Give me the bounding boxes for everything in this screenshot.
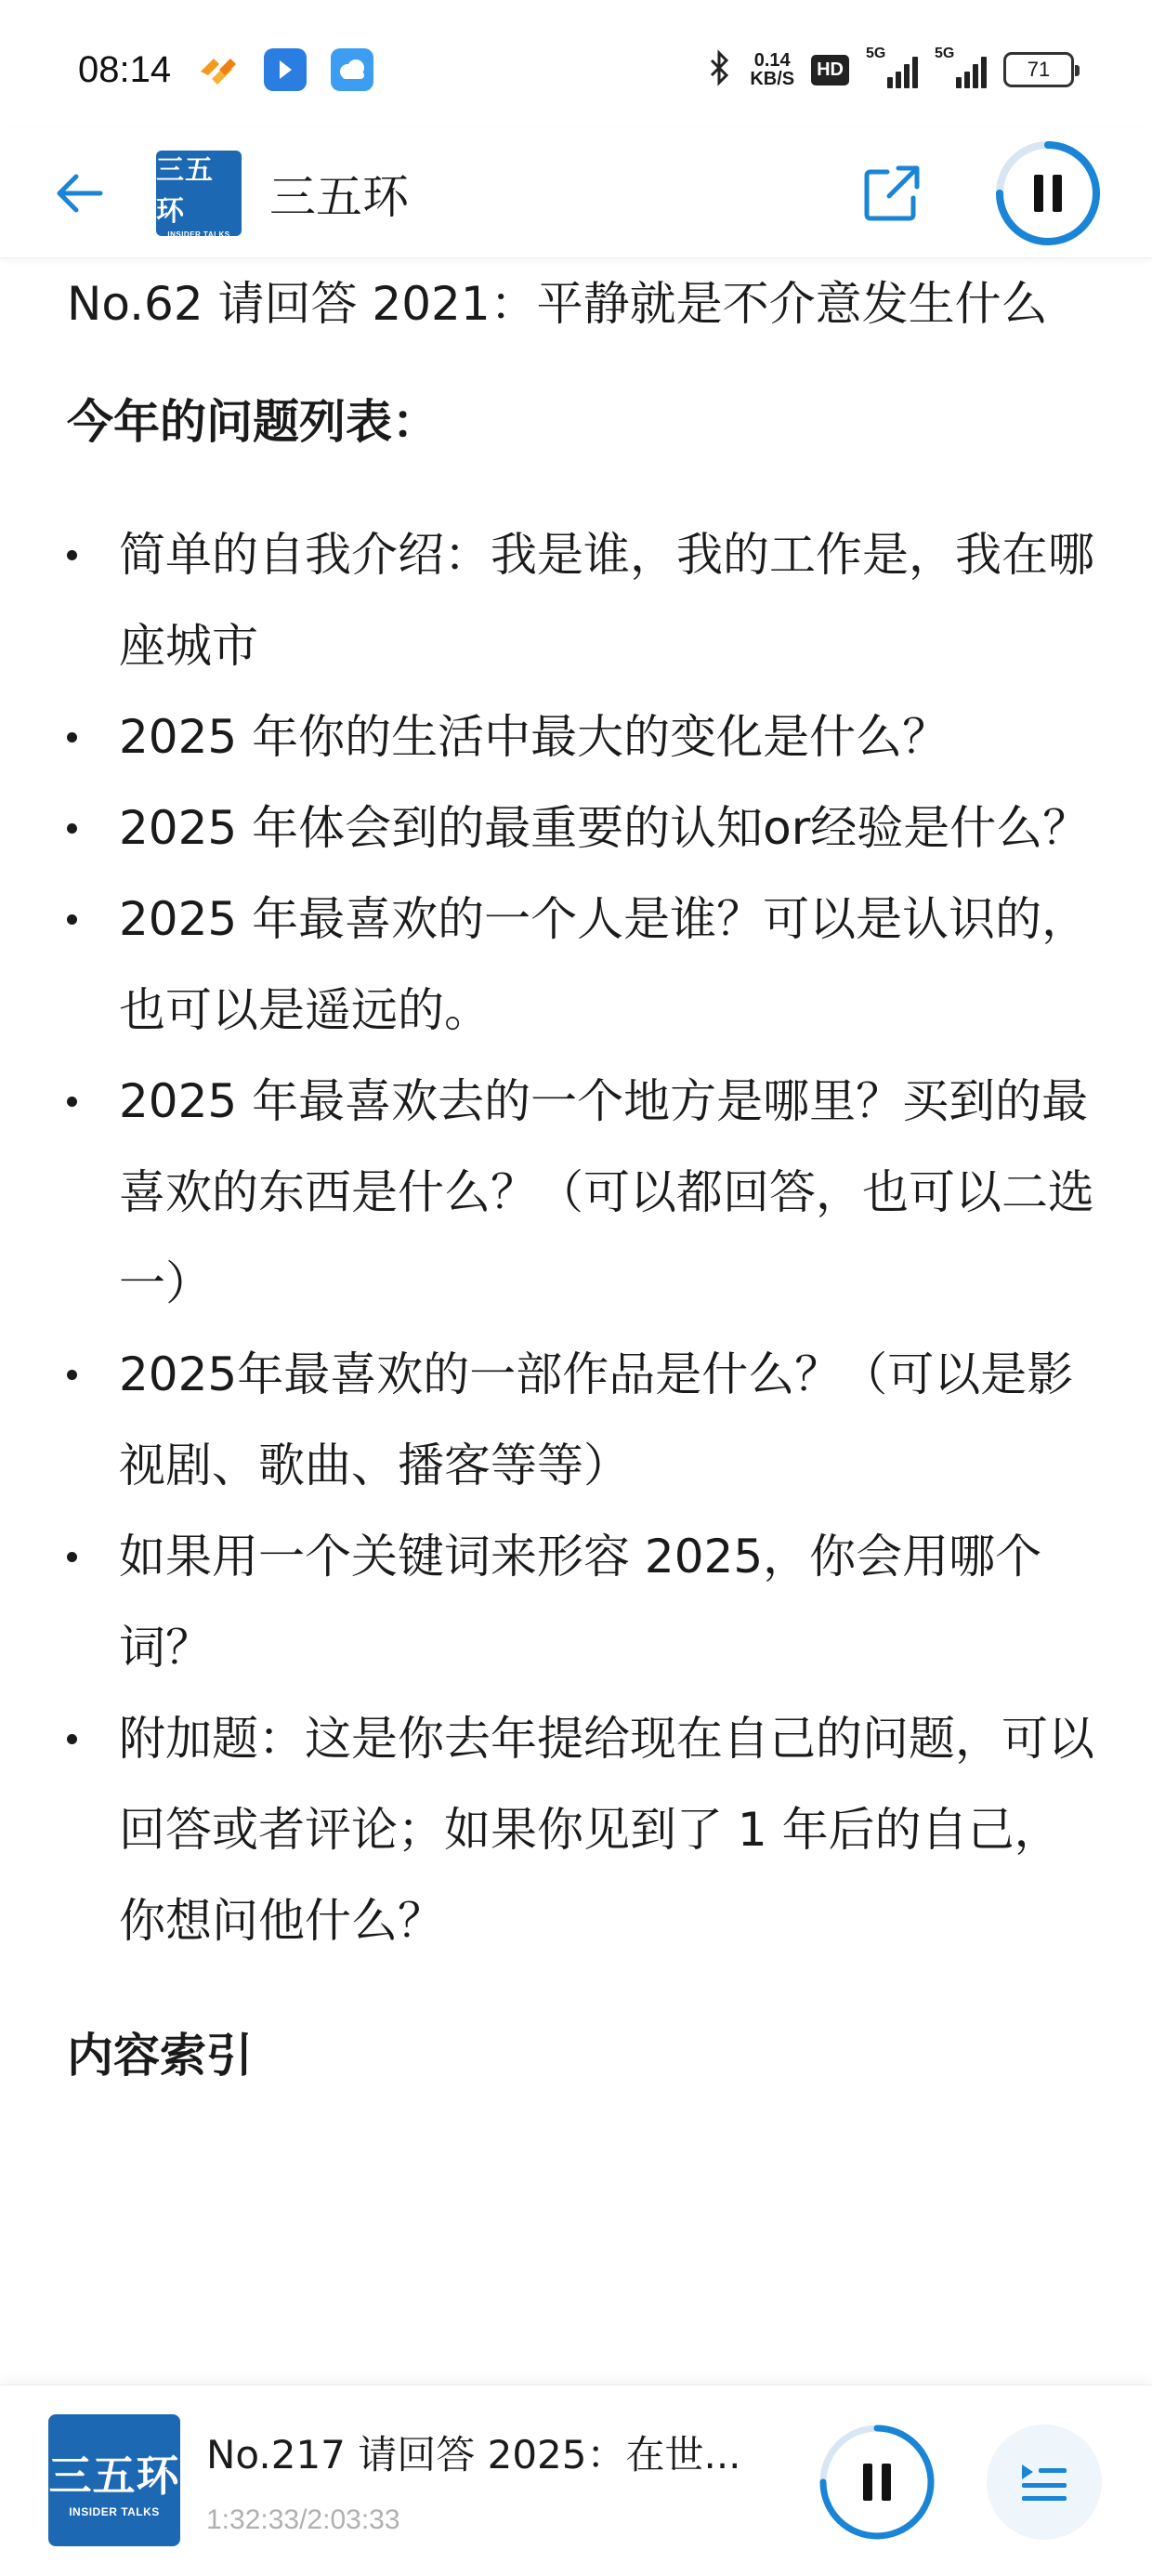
content-index-heading: 内容索引	[67, 2029, 253, 2083]
weather-icon	[331, 48, 373, 91]
list-item: 2025年最喜欢的一部作品是什么？（可以是影视剧、歌曲、播客等等）	[67, 1329, 1098, 1511]
podcast-title[interactable]: 三五环	[269, 169, 409, 224]
mini-pause-button[interactable]	[818, 2423, 936, 2542]
now-playing-title[interactable]: No.217 请回答 2025：在世...	[206, 2432, 741, 2477]
signal-icon	[866, 46, 918, 88]
mini-player[interactable]	[0, 2385, 1152, 2576]
episode-cover[interactable]	[48, 2414, 180, 2546]
signal-label: 5G	[866, 46, 886, 61]
logo-text: 三五环	[156, 154, 214, 228]
share-icon	[859, 161, 924, 226]
list-item: 简单的自我介绍：我是谁，我的工作是，我在哪座城市	[67, 509, 1098, 691]
signal-icon	[935, 46, 987, 88]
show-notes	[67, 258, 1098, 2100]
list-item: 如果用一个关键词来形容 2025，你会用哪个词？	[67, 1511, 1098, 1693]
app-bar	[0, 128, 1152, 258]
playlist-button[interactable]	[987, 2425, 1102, 2540]
status-bar	[0, 0, 1152, 139]
share-button[interactable]	[855, 156, 929, 230]
network-speed	[750, 51, 794, 88]
list-item: 2025 年你的生活中最大的变化是什么？	[67, 691, 1098, 782]
blue-app-icon	[264, 48, 307, 91]
list-item: 2025 年最喜欢去的一个地方是哪里？买到的最喜欢的东西是什么？（可以都回答，也可以二选一）	[67, 1056, 1098, 1329]
hd-badge: HD	[811, 55, 849, 85]
list-item: 附加题：这是你去年提给现在自己的问题，可以回答或者评论；如果你见到了 1 年后的自己，你想问他什么？	[67, 1693, 1098, 1966]
network-speed-unit: KB/S	[750, 69, 795, 89]
orange-app-icon	[197, 48, 240, 91]
cover-text: 三五环	[48, 2451, 180, 2501]
signal-label: 5G	[935, 46, 955, 61]
playlist-icon	[1018, 2459, 1070, 2505]
list-item: 2025 年最喜欢的一个人是谁？可以是认识的，也可以是遥远的。	[67, 874, 1098, 1056]
list-item: 2025 年体会到的最重要的认知or经验是什么？	[67, 782, 1098, 874]
pause-icon	[818, 2423, 936, 2542]
status-right	[707, 46, 1074, 90]
podcast-logo[interactable]	[156, 151, 242, 239]
cover-subtext: INSIDER TALKS	[69, 2505, 160, 2518]
bluetooth-icon	[707, 49, 733, 90]
related-episode-title[interactable]: No.62 请回答 2021：平静就是不介意发生什么	[67, 277, 1048, 331]
arrow-left-icon	[52, 171, 104, 216]
questions-heading: 今年的问题列表：	[67, 395, 439, 449]
pause-icon	[994, 139, 1102, 247]
logo-subtext: INSIDER TALKS	[167, 230, 230, 239]
network-speed-value: 0.14	[753, 50, 791, 71]
notification-icons	[197, 48, 373, 91]
back-button[interactable]	[50, 165, 106, 221]
status-time: 08:14	[78, 48, 172, 90]
questions-list	[67, 509, 1098, 1966]
playback-progress-text: 1:32:33/2:03:33	[206, 2504, 400, 2535]
battery-indicator: 71	[1003, 52, 1074, 87]
header-pause-button[interactable]	[994, 139, 1102, 247]
